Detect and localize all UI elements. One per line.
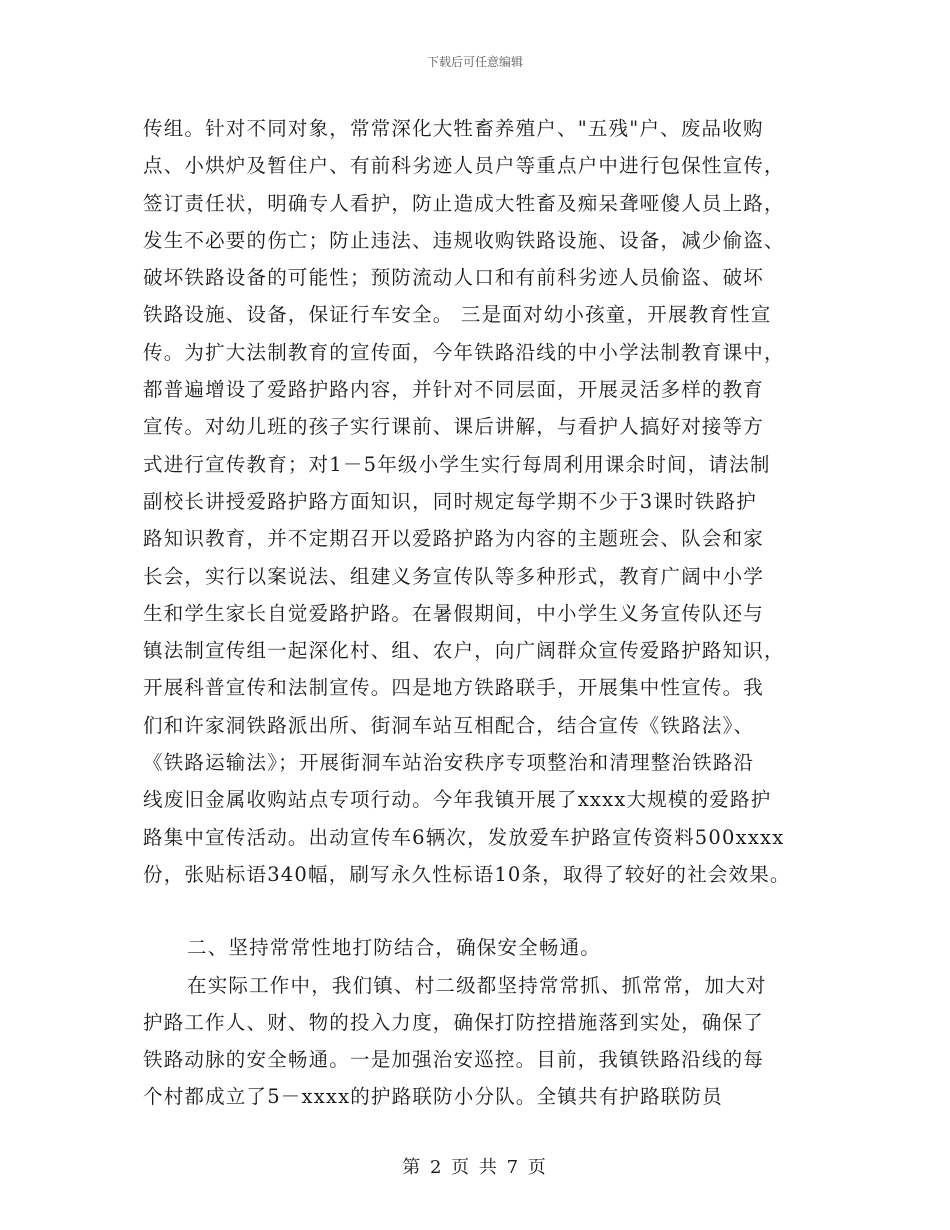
text-line: 生和学生家长自觉爱路护路。在暑假期间，中小学生义务宣传队还与 [143,601,765,625]
section-heading [143,929,815,966]
paragraph-1 [143,110,815,893]
text-line: 副校长讲授爱路护路方面知识，同时规定每学期不少于3课时铁路护 [143,489,757,513]
page-header: 下载后可任意编辑 [426,55,523,69]
paragraph-2 [143,967,815,1116]
text-line: 铁路动脉的安全畅通。一是加强治安巡控。目前，我镇铁路沿线的每 [143,1048,765,1072]
text-line: 个村都成立了5－xxxx的护路联防小分队。全镇共有护路联防员 [143,1085,723,1109]
text-line: 点、小烘炉及暂住户、有前科劣迹人员户等重点户中进行包保性宣传， [143,154,785,178]
text-line: 式进行宣传教育；对1－5年级小学生实行每周利用课余时间，请法制 [143,452,771,476]
text-line: 铁路设施、设备，保证行车安全。 三是面对幼小孩童，开展教育性宣 [143,303,772,327]
heading-text: 二、坚持常常性地打防结合，确保安全畅通。 [187,936,602,960]
text-line: 传组。针对不同对象，常常深化大牲畜养殖户、"五残"户、废品收购 [143,117,764,140]
document-body [143,110,815,1116]
text-line: 护路工作人、财、物的投入力度，确保打防控措施落到实处，确保了 [143,1010,765,1034]
text-line: 长会，实行以案说法、组建义务宣传队等多种形式，教育广阔中小学 [143,564,765,588]
text-line: 开展科普宣传和法制宣传。四是地方铁路联手，开展集中性宣传。我 [143,676,765,700]
text-line: 路集中宣传活动。出动宣传车6辆次，发放爱车护路宣传资料500xxxx [143,825,785,849]
text-line: 镇法制宣传组一起深化村、组、农户，向广阔群众宣传爱路护路知识， [143,639,785,663]
text-line: 宣传。对幼儿班的孩子实行课前、课后讲解，与看护人搞好对接等方 [143,415,765,439]
text-line: 都普遍增设了爱路护路内容，并针对不同层面，开展灵活多样的教育 [143,378,765,402]
text-line: 发生不必要的伤亡；防止违法、违规收购铁路设施、设备，减少偷盗、 [143,228,785,252]
text-line: 线废旧金属收购站点专项行动。今年我镇开展了xxxx大规模的爱路护 [143,788,772,812]
text-line: 们和许家洞铁路派出所、街洞车站互相配合，结合宣传《铁路法》、 [143,713,755,737]
page-footer: 第 2 页 共 7 页 [402,1157,548,1178]
text-line: 路知识教育，并不定期召开以爱路护路为内容的主题班会、队会和家 [143,527,765,551]
text-line: 《铁路运输法》；开展街洞车站治安秩序专项整治和清理整治铁路沿 [143,751,755,775]
text-line: 在实际工作中，我们镇、村二级都坚持常常抓、抓常常，加大对 [187,973,767,997]
text-line: 签订责任状，明确专人看护，防止造成大牲畜及痴呆聋哑傻人员上路， [143,191,785,215]
section-gap [143,893,815,929]
text-line: 破坏铁路设备的可能性；预防流动人口和有前科劣迹人员偷盗、破坏 [143,266,765,290]
text-line: 份，张贴标语340幅，刷写永久性标语10条，取得了较好的社会效果。 [143,862,791,886]
text-line: 传。为扩大法制教育的宣传面，今年铁路沿线的中小学法制教育课中， [143,340,785,364]
